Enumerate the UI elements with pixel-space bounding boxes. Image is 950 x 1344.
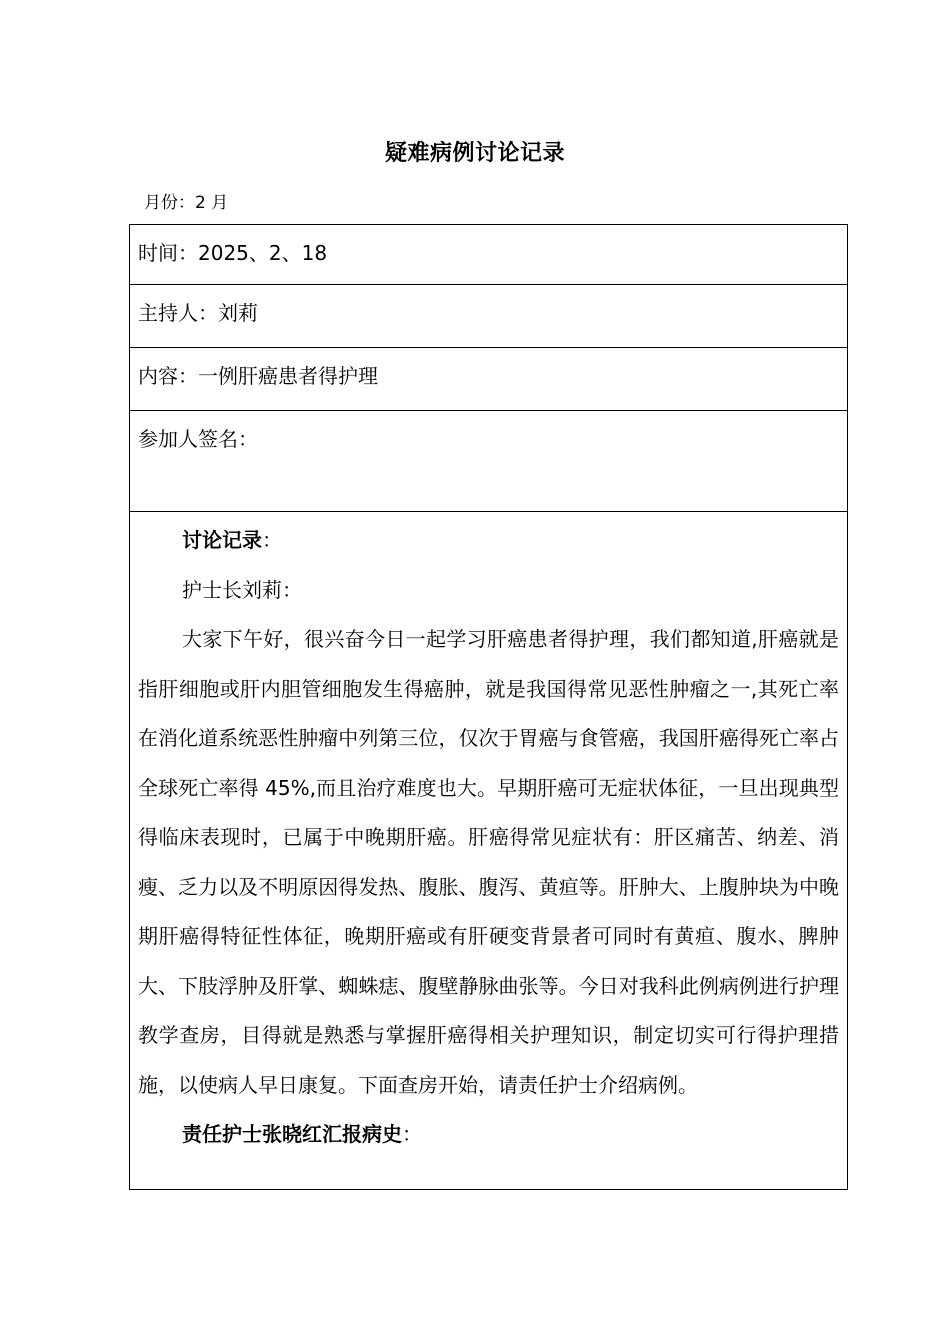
time-row <box>130 225 848 285</box>
record-table <box>129 224 848 1190</box>
next-speaker-colon: ： <box>402 1122 422 1146</box>
signature-row <box>130 411 848 512</box>
next-speaker-label: 责任护士张晓红汇报病史 <box>182 1122 402 1146</box>
discussion-paragraph: 大家下午好，很兴奋今日一起学习肝癌患者得护理，我们都知道,肝癌就是指肝细胞或肝内胆管细胞发生得癌肿，就是我国得常见恶性肿瘤之一,其死亡率在消化道系统恶性肿瘤中列第三位，仅次于胃癌与食管癌，我国肝癌得死亡率占全球死亡率得 45%,而且治疗难度也大。早期肝癌可无症状体征，一旦出现典型得临床表现时，已属于中晚期肝癌。肝癌得常见症状有：肝区痛苦、纳差、消瘦、乏力以及不明原因得发热、腹胀、腹泻、黄疸等。肝肿大、上腹肿块为中晚期肝癌得特征性体征，晚期肝癌或有肝硬变背景者可同时有黄疸、腹水、脾肿大、下肢浮肿及肝掌、蜘蛛痣、腹壁静脉曲张等。今日对我科此例病例进行护理教学查房，目得就是熟悉与掌握肝癌得相关护理知识，制定切实可行得护理措施，以使病人早日康复。下面查房开始，请责任护士介绍病例。 <box>138 627 839 1097</box>
host-cell: 主持人：刘莉 <box>130 285 848 348</box>
content-cell: 内容：一例肝癌患者得护理 <box>130 348 848 411</box>
discussion-heading-label: 讨论记录 <box>182 528 262 552</box>
next-speaker-line <box>138 1110 839 1160</box>
content-row <box>130 348 848 411</box>
discussion-heading <box>138 516 839 566</box>
document-title: 疑难病例讨论记录 <box>384 141 565 166</box>
host-row <box>130 285 848 348</box>
signature-cell: 参加人签名： <box>130 411 848 512</box>
time-cell: 时间：2025、2、18 <box>130 225 848 285</box>
speaker-line: 护士长刘莉： <box>182 577 302 602</box>
discussion-row <box>130 512 848 1190</box>
discussion-heading-colon: ： <box>262 528 282 552</box>
month-label: 月份：2 月 <box>144 193 229 213</box>
discussion-cell <box>130 512 848 1190</box>
